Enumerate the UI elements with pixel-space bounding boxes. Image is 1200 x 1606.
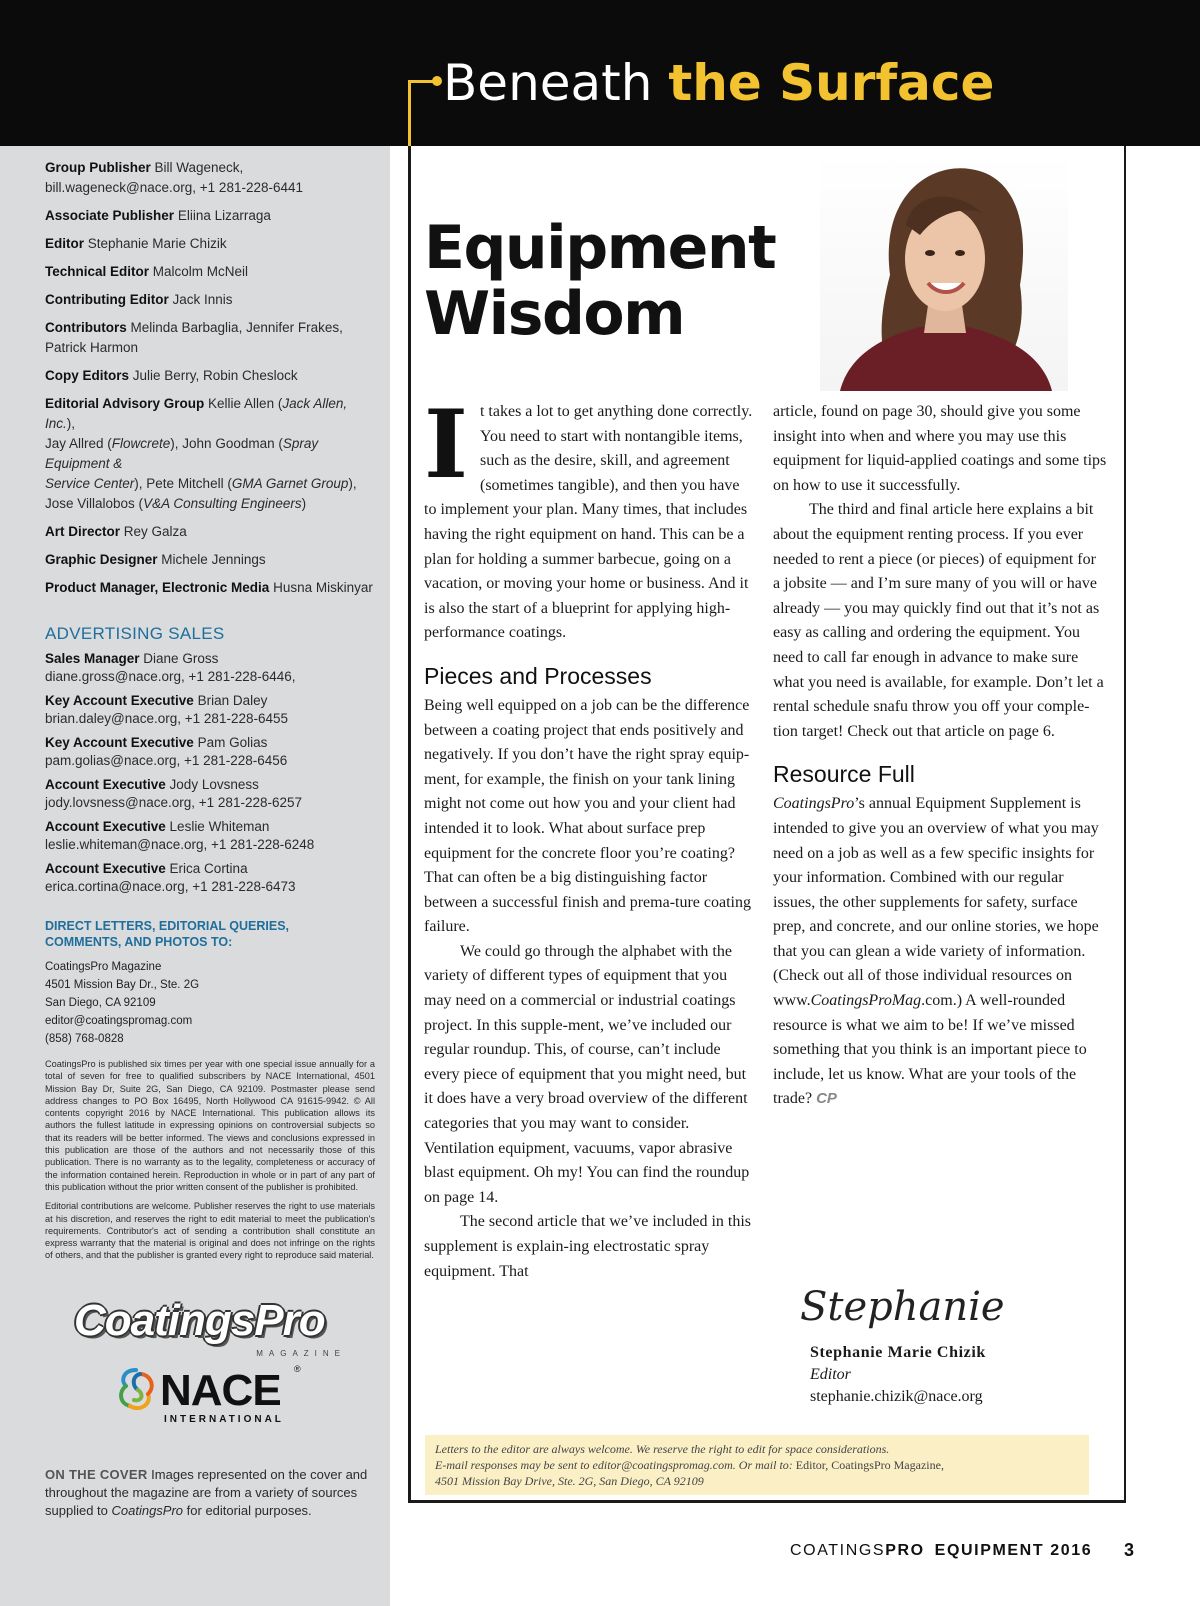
- nace-registered-mark: ®: [294, 1364, 301, 1374]
- section-banner-title: [443, 54, 994, 112]
- ad-name: Erica Cortina: [165, 861, 248, 876]
- nace-logo: [112, 1364, 312, 1434]
- article-intro-text: t takes a lot to get anything done correctly. You need to start with nontangible items, such as the desire, skill, and agreement (sometimes tangible), and then you have to implement your plan. Many times, that includes having the right equipment on hand. This can be a plan for holding a summer barbecue, going on a vacation, or moving your home or business. And it is also the start of a blueprint for applying high-performance coatings.: [424, 403, 753, 642]
- masthead-role: Copy Editors: [45, 368, 130, 383]
- article-text: .com.) A well-rounded resource is what we aim to be! If we’ve missed something that you think is an important piece to include, let us know. What are your tools of the trade?: [773, 992, 1087, 1108]
- masthead-entry: [45, 578, 375, 598]
- masthead-entry: [45, 158, 375, 198]
- masthead-name: Melinda Barbaglia, Jennifer Frakes,: [126, 320, 343, 335]
- brand-italic: CoatingsPro: [773, 795, 855, 813]
- ad-contact: diane.gross@nace.org, +1 281-228-6446,: [45, 669, 296, 684]
- direct-heading-line: COMMENTS, AND PHOTOS TO:: [45, 935, 233, 949]
- address-line: 4501 Mission Bay Dr., Ste. 2G: [45, 979, 200, 991]
- masthead-role: Group Publisher: [45, 160, 151, 175]
- ad-contact: brian.daley@nace.org, +1 281-228-6455: [45, 711, 288, 726]
- masthead-entry: [45, 550, 375, 570]
- address-line: CoatingsPro Magazine: [45, 961, 162, 973]
- masthead-role: Editor: [45, 236, 84, 251]
- masthead-name: Michele Jennings: [157, 552, 266, 567]
- advisory-company: Jack Allen, Inc.: [45, 396, 348, 431]
- banner-bracket-vertical: [408, 80, 411, 146]
- masthead-name: Jack Innis: [168, 292, 233, 307]
- ad-role: Key Account Executive: [45, 693, 194, 708]
- masthead-name: Rey Galza: [120, 524, 187, 539]
- direct-heading-line: DIRECT LETTERS, EDITORIAL QUERIES,: [45, 919, 290, 933]
- nace-logo-subtext: INTERNATIONAL: [164, 1414, 284, 1425]
- banner-title-part1: Beneath: [443, 54, 669, 112]
- masthead-role: Art Director: [45, 524, 121, 539]
- ad-contact: leslie.whiteman@nace.org, +1 281-228-6248: [45, 837, 315, 852]
- masthead-name: Julie Berry, Robin Cheslock: [129, 368, 298, 383]
- masthead-name-cont: Patrick Harmon: [45, 340, 139, 355]
- advertising-entry: [45, 650, 375, 686]
- advisory-text: ),: [348, 476, 357, 491]
- signature-script: Stephanie: [800, 1284, 1005, 1330]
- masthead-role: Editorial Advisory Group: [45, 396, 205, 411]
- letters-to-editor-box: [425, 1435, 1089, 1495]
- masthead-name: Stephanie Marie Chizik: [84, 236, 227, 251]
- ad-name: Pam Golias: [193, 735, 268, 750]
- editor-email[interactable]: stephanie.chizik@nace.org: [810, 1388, 983, 1405]
- address-line: San Diego, CA 92109: [45, 997, 156, 1009]
- masthead-entry: [45, 318, 375, 358]
- cover-note-text: for editorial purposes.: [183, 1503, 312, 1518]
- publication-notice: CoatingsPro is published six times per year with one special issue annually for a total of seven for free to qualified subscribers by NACE International, 4501 Mission Bay Dr, Suite 2G, San Diego, CA 92109. Postmaster please send address changes to PO Box 16495, North Hollywood CA 91615-9942. © All contents copyright 2016 by NACE International. This publication allows its authors the fullest latitude in expressing opinions on controversial subjects so that its readers will be better informed. The views and conclusions expressed in this publication are those of the authors and not necessarily those of this publication. There is no warranty as to the legality, completeness or accuracy of the information contained herein. Reproduction in whole or in part of any part of this publication without the prior written consent of the publisher is prohibited.: [45, 1059, 375, 1192]
- masthead-entry: [45, 262, 375, 282]
- editor-role: Editor: [810, 1366, 851, 1383]
- masthead-name: Eliina Lizarraga: [174, 208, 271, 223]
- editorial-contributions-notice: Editorial contributions are welcome. Publisher reserves the right to use materials at his discretion, and reserves the right to edit material to meet the publication's requirements. Contributor's act of sending a contribution shall constitute an express warranty that the material is original and does not infringe on the rights of others, and that the publisher is granted every right to reproduce said material.: [45, 1201, 375, 1261]
- article-paragraph: The second article that we’ve included in this supplement is explain-ing electrostatic spray equipment. That: [424, 1213, 752, 1280]
- subhead-pieces-and-processes: Pieces and Processes: [424, 662, 652, 689]
- article-paragraph: The third and final article here explains a bit about the equipment renting process. If you ever needed to rent a piece (or pieces) of equipment for a jobsite — and I’m sure many of you will or have already — you may quickly find out that it’s not as easy as calling and ordering the equipment. You need to call far enough in advance to make sure what you need is available, for example. Don’t let a rental schedule snafu throw you off your comple-tion target! Check out that article on page 6.: [773, 501, 1104, 740]
- footer-issue: EQUIPMENT 2016: [934, 1542, 1093, 1559]
- ad-role: Account Executive: [45, 777, 166, 792]
- article-title-line: Equipment: [424, 213, 776, 283]
- article-column-2: [773, 400, 1107, 1112]
- advisory-text: ), Pete Mitchell (: [134, 476, 232, 491]
- footer-brand: COATINGS: [790, 1542, 886, 1559]
- article-column-1: [424, 390, 755, 1284]
- advisory-company: Flowcrete: [111, 436, 171, 451]
- on-the-cover-note: [45, 1466, 375, 1520]
- advertising-entry: [45, 860, 375, 896]
- ad-name: Jody Lovsness: [165, 777, 259, 792]
- advertising-entry: [45, 818, 375, 854]
- masthead-sidebar: [0, 146, 390, 1606]
- page-footer: [790, 1542, 1092, 1560]
- article-paragraph: article, found on page 30, should give you some insight into when and where you may use this equipment for liquid-applied coatings and some tips on how to use it successfully.: [773, 403, 1107, 494]
- letters-mail-name: Editor, CoatingsPro Magazine,: [795, 1458, 944, 1472]
- editor-portrait: [820, 155, 1068, 391]
- advisory-company: Service Center: [45, 476, 135, 491]
- letters-line: [435, 1457, 1079, 1473]
- ad-role: Sales Manager: [45, 651, 140, 666]
- advisory-text: ): [301, 496, 307, 511]
- ad-contact: jody.lovsness@nace.org, +1 281-228-6257: [45, 795, 302, 810]
- article-paragraph: [773, 792, 1107, 1112]
- masthead-contact: bill.wageneck@nace.org, +1 281-228-6441: [45, 180, 304, 195]
- letters-text: E-mail responses may be sent to editor@coatingspromag.com. Or mail to:: [435, 1458, 796, 1472]
- editor-name: Stephanie Marie Chizik: [810, 1344, 986, 1361]
- ad-name: Leslie Whiteman: [165, 819, 270, 834]
- advisory-text: Jose Villalobos (: [45, 496, 144, 511]
- banner-bullet: [432, 76, 442, 86]
- masthead-role: Associate Publisher: [45, 208, 175, 223]
- masthead-entry: [45, 206, 375, 226]
- direct-letters-heading: [45, 918, 375, 950]
- article-title: [424, 215, 775, 347]
- advisory-text: Jay Allred (: [45, 436, 112, 451]
- editor-signoff: [810, 1342, 986, 1408]
- masthead-entry: [45, 522, 375, 542]
- ad-role: Key Account Executive: [45, 735, 194, 750]
- letters-line: Letters to the editor are always welcome. We reserve the right to edit for space considerations.: [435, 1442, 890, 1456]
- page-number: 3: [1124, 1540, 1135, 1560]
- ad-name: Diane Gross: [139, 651, 219, 666]
- masthead-entry-advisory: [45, 394, 375, 514]
- advertising-entry: [45, 734, 375, 770]
- nace-logo-text: NACE: [160, 1366, 281, 1415]
- masthead-role: Product Manager, Electronic Media: [45, 580, 270, 595]
- cover-note-text: Images represented on the cover and throughout the magazine are from a variety of sources supplied to: [45, 1467, 368, 1518]
- masthead-entry: [45, 290, 375, 310]
- advertising-list: [45, 650, 375, 896]
- footer-brand-pro: PRO: [885, 1542, 925, 1559]
- ad-role: Account Executive: [45, 861, 166, 876]
- article-paragraph: Being well equipped on a job can be the difference between a coating project that ends positively and negatively. If you don’t have the right spray equip-ment, for example, the finish on your tank lining might not come out how you and your client had intended it to look. What about surface prep equipment for the concrete floor you’re coating? That can often be a big distinguishing factor between a successful finish and prema-ture coating failure.: [424, 696, 751, 936]
- advisory-company: Spray Equipment &: [45, 436, 319, 471]
- masthead-role: Contributing Editor: [45, 292, 169, 307]
- subhead-resource-full: Resource Full: [773, 761, 915, 788]
- cp-end-mark: CP: [816, 1090, 837, 1108]
- on-the-cover-label: ON THE COVER: [45, 1467, 148, 1482]
- masthead-name: Malcolm McNeil: [149, 264, 249, 279]
- ad-contact: erica.cortina@nace.org, +1 281-228-6473: [45, 879, 296, 894]
- advisory-text: ),: [66, 416, 76, 431]
- editor-signature: [800, 1276, 1005, 1336]
- article-intro-paragraph: [424, 390, 755, 646]
- website-italic: CoatingsProMag: [810, 992, 922, 1010]
- advisory-company: V&A Consulting Engineers: [143, 496, 302, 511]
- article-paragraph: We could go through the alphabet with the variety of different types of equipment that you may need on a commercial or industrial coatings project. In this supple-ment, we’ve included our regular roundup. This, of course, can’t include every piece of equipment that you might need, but it does have a very broad overview of the different categories that you may want to consider. Ventilation equipment, vacuums, vapor abrasive blast equipment. Oh my! You can find the roundup on page 14.: [424, 942, 750, 1206]
- nace-emblem-icon: [112, 1364, 160, 1416]
- masthead-role: Graphic Designer: [45, 552, 158, 567]
- mailing-address: [45, 958, 375, 1048]
- advisory-text: ), John Goodman (: [170, 436, 283, 451]
- coatingspro-logo-text: CoatingsPro: [74, 1296, 325, 1345]
- drop-cap: I: [424, 390, 468, 500]
- masthead-entry: [45, 234, 375, 254]
- advisory-company: GMA Garnet Group: [231, 476, 349, 491]
- masthead-name: Bill Wageneck,: [150, 160, 244, 175]
- banner-bracket-horizontal: [408, 80, 434, 83]
- ad-name: Brian Daley: [193, 693, 268, 708]
- article-text: ’s annual Equipment Supplement is intended to give you an overview of what you may need on a job as well as a few specific insights for your information. Combined with our regular issues, the other supplements for safety, surface prep, and concrete, and our online stories, we hope that you can glean a wide variety of information. (Check out all of those individual resources on www.: [773, 795, 1099, 1010]
- masthead-role: Technical Editor: [45, 264, 150, 279]
- banner-title-part2: the Surface: [668, 54, 995, 112]
- advertising-entry: [45, 776, 375, 812]
- advisory-text: Kellie Allen (: [204, 396, 283, 411]
- coatingspro-logo: [74, 1296, 354, 1358]
- ad-contact: pam.golias@nace.org, +1 281-228-6456: [45, 753, 288, 768]
- advertising-entry: [45, 692, 375, 728]
- advertising-heading: ADVERTISING SALES: [45, 624, 225, 643]
- masthead-role: Contributors: [45, 320, 127, 335]
- article-title-line: Wisdom: [424, 279, 685, 349]
- masthead-entry: [45, 366, 375, 386]
- masthead-name: Husna Miskinyar: [269, 580, 373, 595]
- address-phone: (858) 768-0828: [45, 1033, 124, 1045]
- letters-line: 4501 Mission Bay Drive, Ste. 2G, San Diego, CA 92109: [435, 1474, 704, 1488]
- ad-role: Account Executive: [45, 819, 166, 834]
- masthead-staff: [45, 158, 375, 1262]
- coatingspro-logo-subtext: MAGAZINE: [256, 1349, 346, 1358]
- cover-note-brand: CoatingsPro: [111, 1503, 184, 1518]
- address-email: editor@coatingspromag.com: [45, 1015, 193, 1027]
